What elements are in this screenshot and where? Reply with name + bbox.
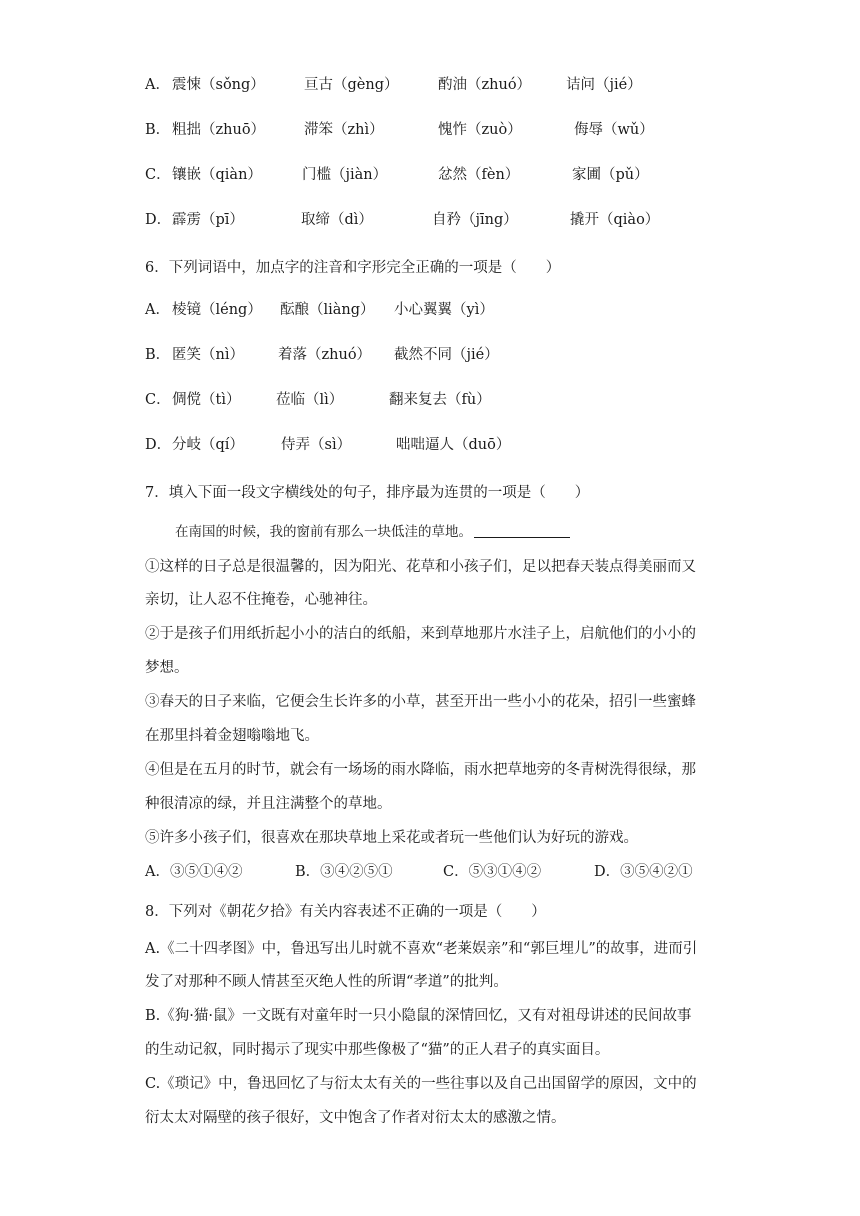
- q7-line: ⑤许多小孩子们，很喜欢在那块草地上采花或者玩一些他们认为好玩的游戏。: [145, 830, 638, 846]
- option-item: 小心翼翼（yì）: [394, 302, 494, 318]
- choice: B．③④②⑤①: [295, 864, 393, 880]
- option-letter: C．: [145, 392, 171, 408]
- option-item: 愧怍（zuò）: [438, 122, 522, 138]
- option-item: 取缔（dì）: [301, 212, 373, 228]
- option-item: 倜傥（tì）: [172, 392, 241, 408]
- fill-blank: [474, 521, 570, 538]
- option-item: 粗拙（zhuō）: [172, 122, 266, 138]
- option-letter: C．: [145, 167, 171, 183]
- q7-line: ④但是在五月的时节，就会有一场场的雨水降临，雨水把草地旁的冬青树洗得很绿，那: [145, 762, 696, 778]
- q7-line: ③春天的日子来临，它便会生长许多的小草，甚至开出一些小小的花朵，招引一些蜜蜂: [145, 694, 696, 710]
- option-item: 镶嵌（qiàn）: [172, 167, 262, 183]
- q8-line: A.《二十四孝图》中，鲁迅写出儿时就不喜欢“老莱娱亲”和“郭巨埋儿”的故事，进而引: [145, 941, 698, 957]
- option-item: 分岐（qí）: [172, 437, 244, 453]
- option-item: 翻来复去（fù）: [389, 392, 491, 408]
- option-item: 亘古（gèng）: [304, 77, 399, 93]
- q7-line: 梦想。: [145, 660, 189, 676]
- q8-line: B.《狗·猫·鼠》一文既有对童年时一只小隐鼠的深情回忆，又有对祖母讲述的民间故事: [145, 1008, 692, 1024]
- option-item: 酝酿（liàng）: [280, 302, 375, 318]
- option-item: 忿然（fèn）: [438, 167, 520, 183]
- option-item: 咄咄逼人（duō）: [396, 437, 511, 453]
- option-item: 家圃（pǔ）: [572, 167, 649, 183]
- option-letter: D．: [145, 212, 172, 228]
- q8-line: 发了对那种不顾人情甚至灭绝人性的所谓“孝道”的批判。: [145, 974, 508, 990]
- option-item: 自矜（jīng）: [432, 212, 518, 228]
- option-item: 诘问（jié）: [566, 77, 642, 93]
- option-item: 滞笨（zhì）: [304, 122, 384, 138]
- option-item: 霹雳（pī）: [172, 212, 244, 228]
- option-letter: A．: [145, 302, 170, 318]
- option-letter: A．: [145, 77, 170, 93]
- q7-passage: [175, 517, 570, 547]
- q8-line: 的生动记叙，同时揭示了现实中那些像极了“猫”的正人君子的真实面目。: [145, 1042, 610, 1058]
- q7-line: ①这样的日子总是很温馨的，因为阳光、花草和小孩子们，足以把春天装点得美丽而又: [145, 559, 696, 575]
- option-item: 酌油（zhuó）: [438, 77, 532, 93]
- option-letter: D．: [145, 437, 172, 453]
- option-letter: B．: [145, 122, 171, 138]
- option-item: 棱镜（léng）: [172, 302, 262, 318]
- choice: D．③⑤④②①: [594, 864, 693, 880]
- q7-passage-text: 在南国的时候，我的窗前有那么一块低洼的草地。: [175, 524, 472, 540]
- option-item: 撬开（qiào）: [570, 212, 660, 228]
- q8-line: C.《琐记》中，鲁迅回忆了与衍太太有关的一些往事以及自己出国留学的原因，文中的: [145, 1076, 697, 1092]
- choice: A．③⑤①④②: [145, 864, 243, 880]
- option-item: 截然不同（jié）: [394, 347, 499, 363]
- q7-line: 种很清凉的绿，并且注满整个的草地。: [145, 796, 392, 812]
- option-item: 侍弄（sì）: [281, 437, 352, 453]
- option-item: 侮辱（wǔ）: [574, 122, 654, 138]
- option-item: 震悚（sǒng）: [172, 77, 265, 93]
- q7-line: 亲切，让人忍不住掩卷，心驰神往。: [145, 592, 377, 608]
- q7-line: ②于是孩子们用纸折起小小的洁白的纸船，来到草地那片水洼子上，启航他们的小小的: [145, 626, 696, 642]
- q8-line: 衍太太对隔壁的孩子很好，文中饱含了作者对衍太太的感激之情。: [145, 1110, 566, 1126]
- option-item: 莅临（lì）: [276, 392, 344, 408]
- q6-stem: 6．下列词语中，加点字的注音和字形完全正确的一项是（ ）: [145, 260, 561, 276]
- q8-stem: 8．下列对《朝花夕拾》有关内容表述不正确的一项是（ ）: [145, 904, 546, 920]
- q7-stem: 7．填入下面一段文字横线处的句子，排序最为连贯的一项是（ ）: [145, 485, 590, 501]
- q7-line: 在那里抖着金翅嗡嗡地飞。: [145, 728, 319, 744]
- choice: C．⑤③①④②: [443, 864, 542, 880]
- option-item: 门槛（jiàn）: [302, 167, 388, 183]
- option-letter: B．: [145, 347, 171, 363]
- option-item: 着落（zhuó）: [278, 347, 372, 363]
- option-item: 匿笑（nì）: [172, 347, 244, 363]
